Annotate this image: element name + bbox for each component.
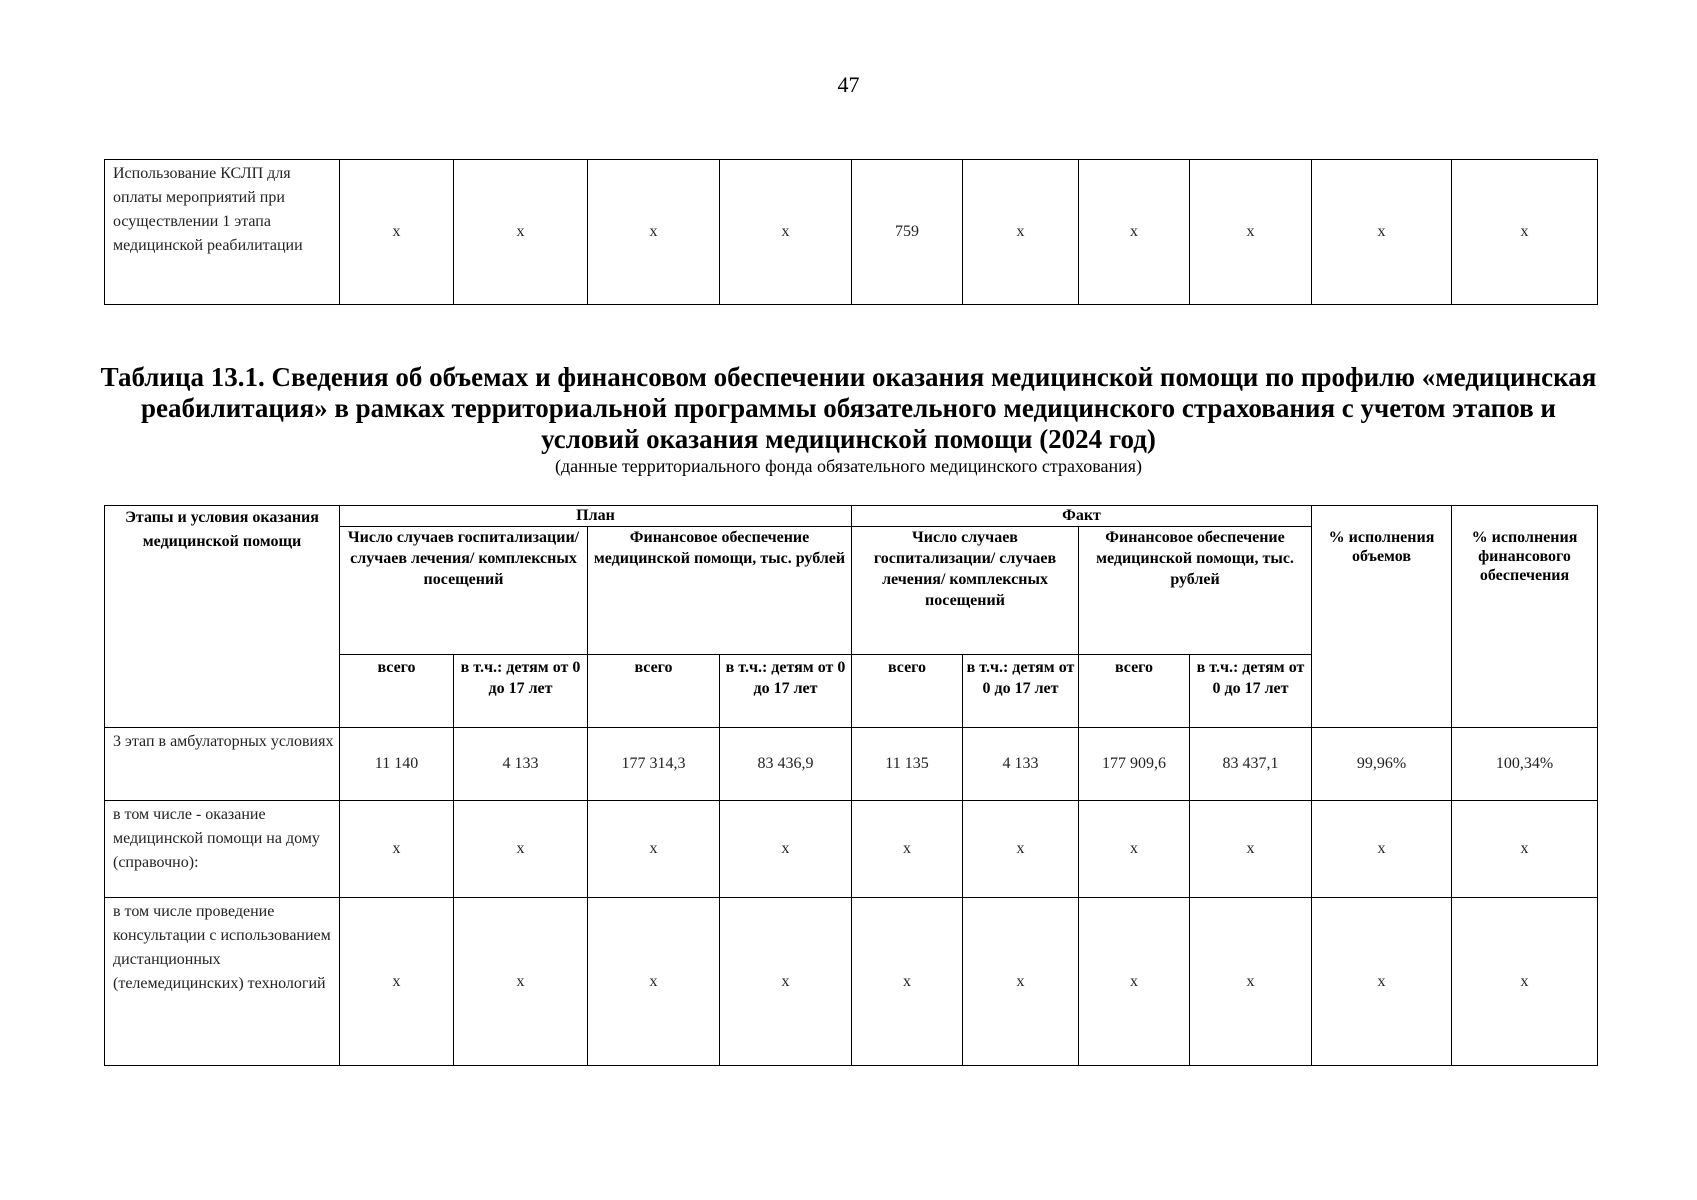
table-row xyxy=(105,160,1598,305)
header-total: всего xyxy=(340,655,454,728)
row-label: в том числе проведение консультации с использованием дистанционных (телемедицинских) технологий xyxy=(105,898,340,1066)
table-cell: x xyxy=(1079,898,1190,1066)
header-children: в т.ч.: детям от 0 до 17 лет xyxy=(454,655,588,728)
table-cell: x xyxy=(720,898,852,1066)
header-children: в т.ч.: детям от 0 до 17 лет xyxy=(963,655,1079,728)
table-cell: x xyxy=(1190,801,1312,898)
row-label: Использование КСЛП для оплаты мероприятий при осуществлении 1 этапа медицинской реабилитации xyxy=(105,160,340,305)
table-row xyxy=(105,898,1598,1066)
header-total: всего xyxy=(1079,655,1190,728)
table-cell: x xyxy=(1312,160,1452,305)
table-cell: x xyxy=(720,160,852,305)
table-cell: x xyxy=(340,160,454,305)
table-cell: x xyxy=(1312,801,1452,898)
table-cell: 4 133 xyxy=(454,728,588,801)
table-cell: x xyxy=(340,801,454,898)
table-cell: x xyxy=(454,801,588,898)
table-cell: x xyxy=(454,160,588,305)
table-cell: x xyxy=(963,160,1079,305)
table-cell: x xyxy=(1452,801,1598,898)
table-cell: x xyxy=(852,898,963,1066)
table-cell: x xyxy=(588,898,720,1066)
rehabilitation-table xyxy=(104,505,1598,1066)
table-cell: 177 314,3 xyxy=(588,728,720,801)
table-cell: 83 437,1 xyxy=(1190,728,1312,801)
table-cell: x xyxy=(1312,898,1452,1066)
header-fact-cases: Число случаев госпитализации/ случаев лечения/ комплексных посещений xyxy=(852,527,1079,655)
table-cell: x xyxy=(963,898,1079,1066)
table-cell: x xyxy=(588,160,720,305)
table-cell: 83 436,9 xyxy=(720,728,852,801)
table-cell: x xyxy=(454,898,588,1066)
table-row xyxy=(105,728,1598,801)
table-cell: x xyxy=(1452,898,1598,1066)
table-cell: x xyxy=(1079,160,1190,305)
table-subtitle: (данные территориального фонда обязательного медицинского страхования) xyxy=(554,456,1143,476)
header-children: в т.ч.: детям от 0 до 17 лет xyxy=(720,655,852,728)
header-plan-finance: Финансовое обеспечение медицинской помощи, тыс. рублей xyxy=(588,527,852,655)
header-plan-cases: Число случаев госпитализации/ случаев лечения/ комплексных посещений xyxy=(340,527,588,655)
table-cell: x xyxy=(340,898,454,1066)
page-number: 47 xyxy=(837,72,860,97)
table-cell: 759 xyxy=(852,160,963,305)
table-title: Таблица 13.1. Сведения об объемах и финансовом обеспечении оказания медицинской помощи по профилю «медицинская реабилитация» в рамках территориальной программы обязательного медицинского страхования с учетом этапов и условий оказания медицинской помощи (2024 год) xyxy=(100,362,1597,454)
header-stages: Этапы и условия оказания медицинской помощи xyxy=(105,506,340,728)
header-total: всего xyxy=(852,655,963,728)
header-pct-volume: % исполнения объемов xyxy=(1312,506,1452,728)
row-label: в том числе - оказание медицинской помощи на дому (справочно): xyxy=(105,801,340,898)
table-cell: x xyxy=(588,801,720,898)
header-pct-finance: % исполнения финансового обеспечения xyxy=(1452,506,1598,728)
table-cell: 11 135 xyxy=(852,728,963,801)
row-label: 3 этап в амбулаторных условиях xyxy=(105,728,340,801)
header-plan: План xyxy=(340,506,852,527)
header-total: всего xyxy=(588,655,720,728)
table-cell: 11 140 xyxy=(340,728,454,801)
table-cell: x xyxy=(1190,160,1312,305)
header-fact-finance: Финансовое обеспечение медицинской помощи, тыс. рублей xyxy=(1079,527,1312,655)
header-fact: Факт xyxy=(852,506,1312,527)
table-cell: x xyxy=(852,801,963,898)
table-cell: x xyxy=(963,801,1079,898)
header-row xyxy=(105,506,1598,527)
table-caption xyxy=(100,362,1597,477)
table-cell: 100,34% xyxy=(1452,728,1598,801)
table-row xyxy=(105,801,1598,898)
table-cell: x xyxy=(1452,160,1598,305)
table-cell: x xyxy=(720,801,852,898)
table-cell: 4 133 xyxy=(963,728,1079,801)
table-cell: x xyxy=(1190,898,1312,1066)
table-cell: 99,96% xyxy=(1312,728,1452,801)
continued-table xyxy=(104,159,1598,305)
table-cell: 177 909,6 xyxy=(1079,728,1190,801)
table-cell: x xyxy=(1079,801,1190,898)
header-children: в т.ч.: детям от 0 до 17 лет xyxy=(1190,655,1312,728)
